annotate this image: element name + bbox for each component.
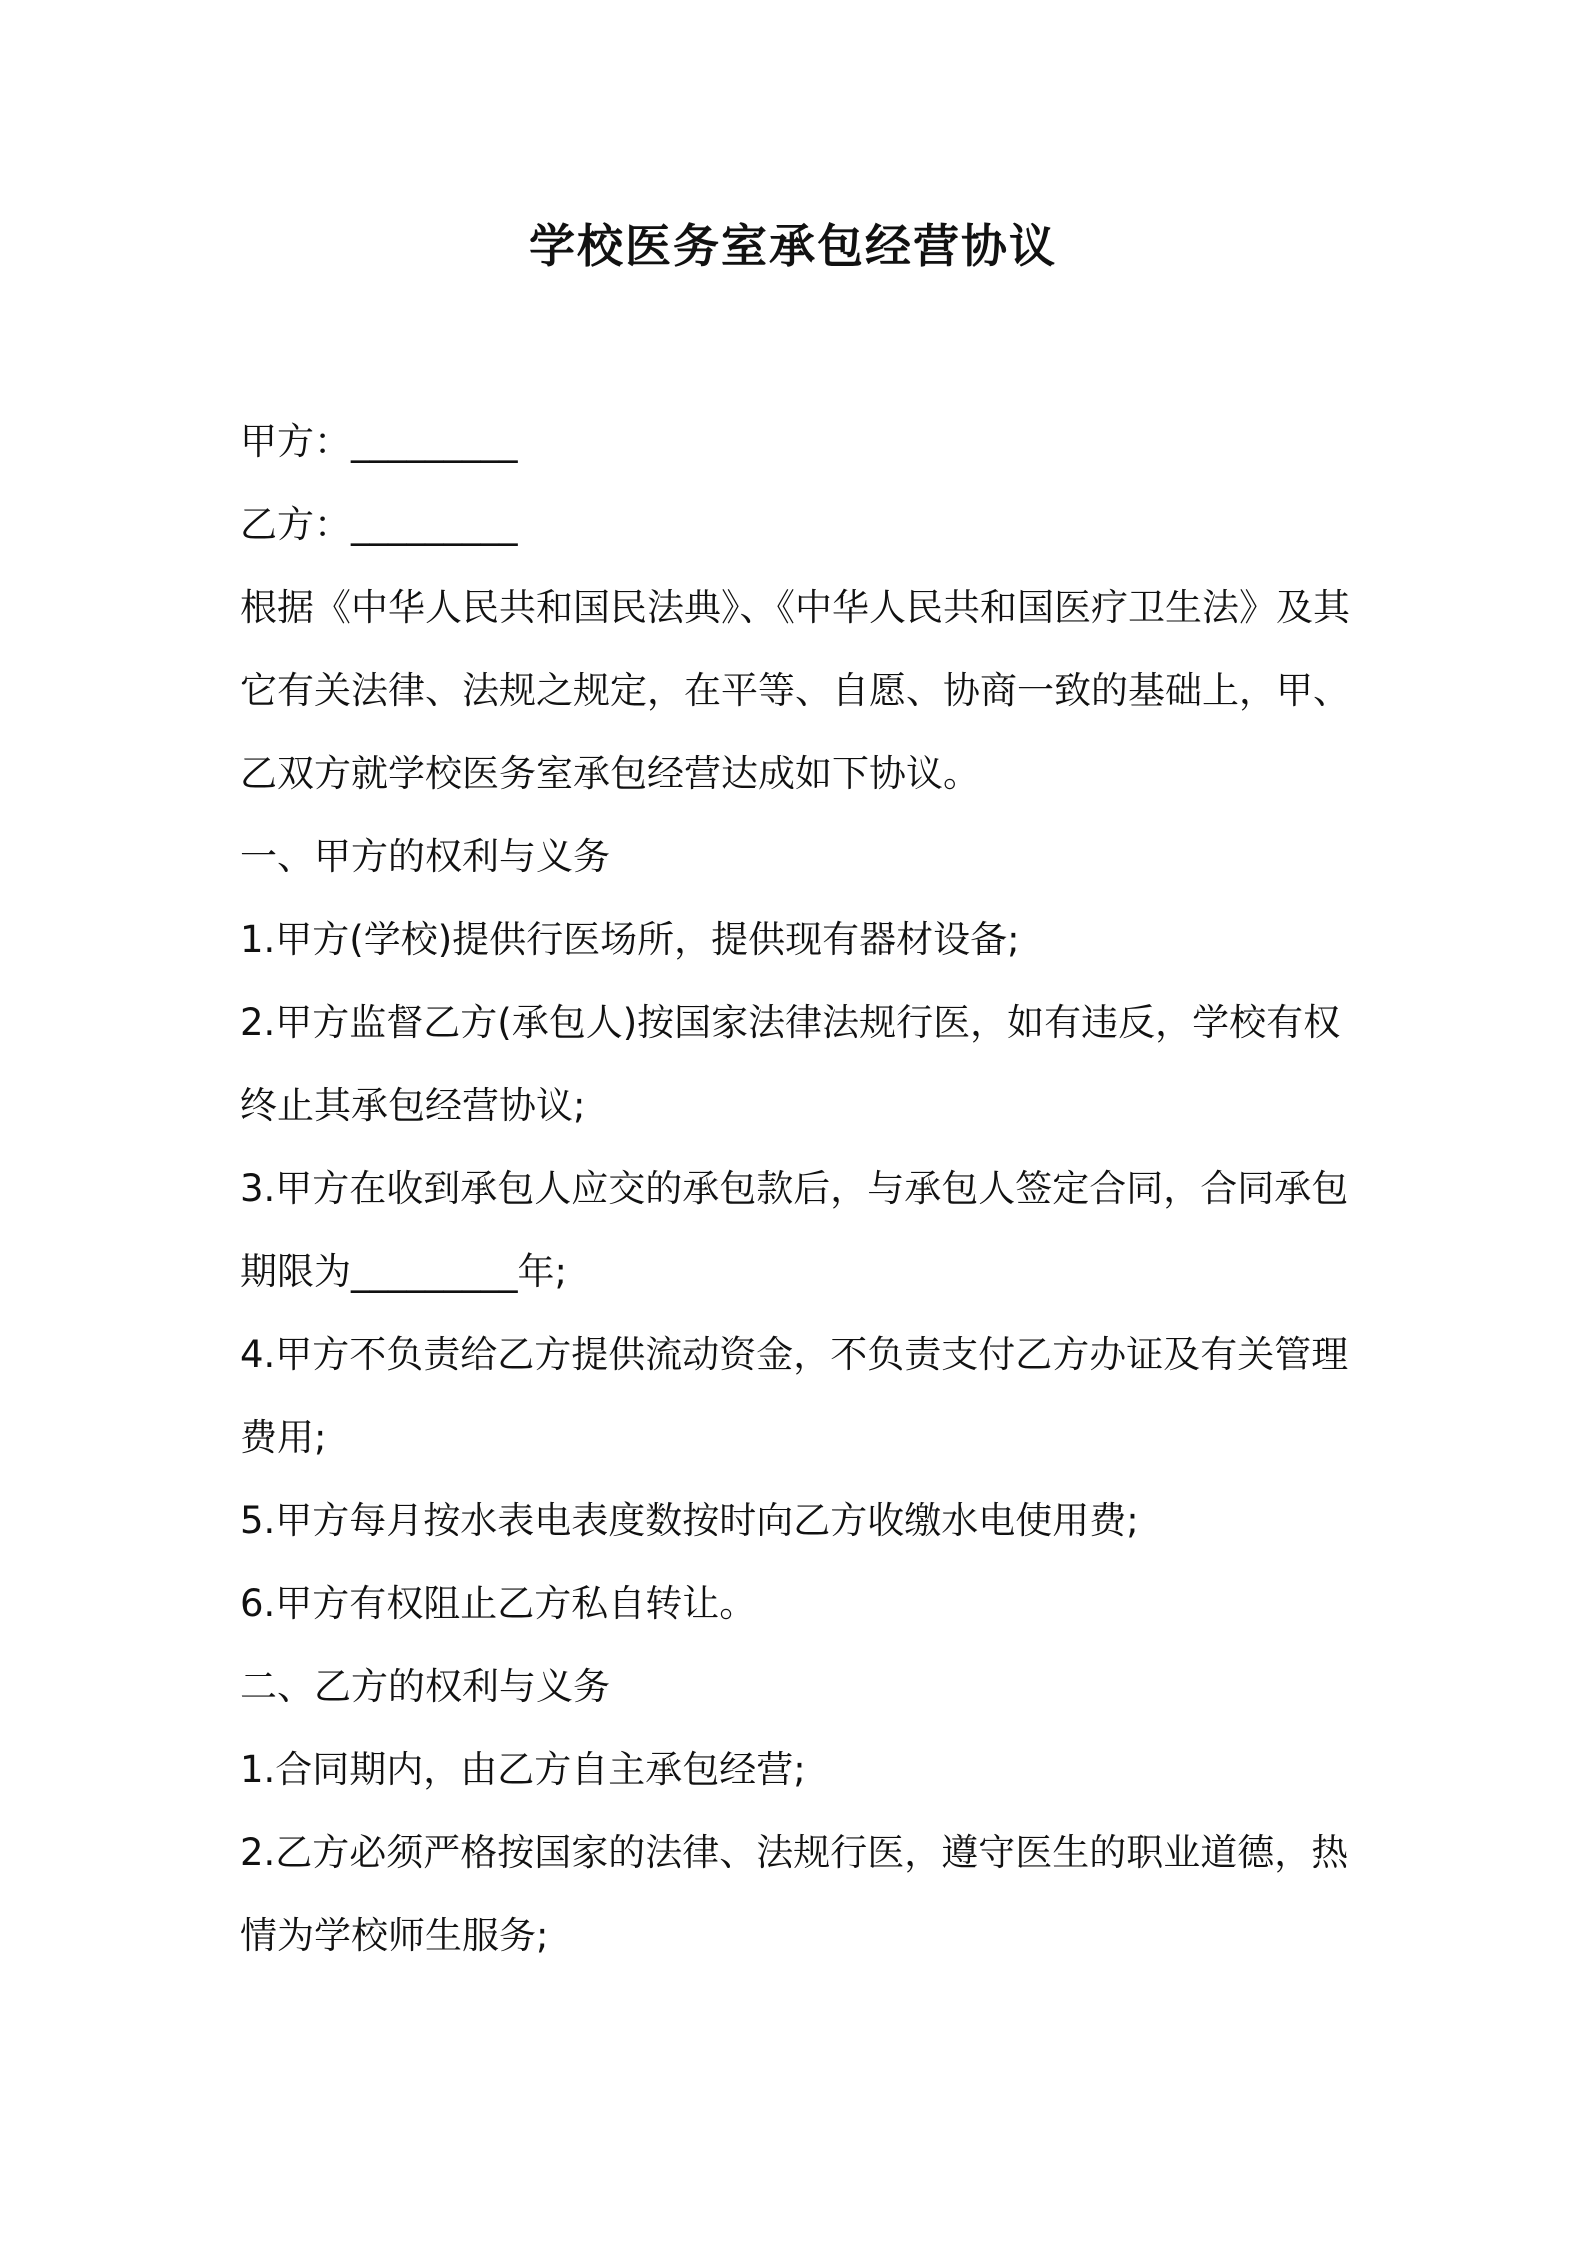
party-a-line: 甲方：_________ <box>240 420 518 463</box>
document-body <box>240 400 1360 1977</box>
clause-line: 6.甲方有权阻止乙方私自转让。 <box>240 1582 757 1625</box>
clause-line: 2.乙方必须严格按国家的法律、法规行医，遵守医生的职业道德，热 <box>240 1831 1349 1874</box>
clause-line: 1.合同期内，由乙方自主承包经营; <box>240 1748 806 1791</box>
section-heading-party-b: 二、乙方的权利与义务 <box>240 1665 610 1708</box>
clause-line: 2.甲方监督乙方(承包人)按国家法律法规行医，如有违反，学校有权 <box>240 1001 1341 1044</box>
clause-line: 终止其承包经营协议; <box>240 1084 586 1127</box>
clause-line: 1.甲方(学校)提供行医场所，提供现有器材设备; <box>240 918 1020 961</box>
document-title: 学校医务室承包经营协议 <box>529 219 1057 273</box>
clause-line: 4.甲方不负责给乙方提供流动资金，不负责支付乙方办证及有关管理 <box>240 1333 1349 1376</box>
clause-line: 3.甲方在收到承包人应交的承包款后，与承包人签定合同，合同承包 <box>240 1167 1349 1210</box>
clause-line: 5.甲方每月按水表电表度数按时向乙方收缴水电使用费; <box>240 1499 1139 1542</box>
section-heading-party-a: 一、甲方的权利与义务 <box>240 835 610 878</box>
clause-line: 期限为_________年; <box>240 1250 567 1293</box>
preamble-line: 它有关法律、法规之规定，在平等、自愿、协商一致的基础上，甲、 <box>240 669 1350 712</box>
preamble-line: 乙双方就学校医务室承包经营达成如下协议。 <box>240 752 980 795</box>
clause-line: 情为学校师生服务; <box>240 1914 549 1957</box>
preamble-line: 根据《中华人民共和国民法典》、《中华人民共和国医疗卫生法》及其 <box>240 586 1350 629</box>
party-b-line: 乙方：_________ <box>240 503 518 546</box>
clause-line: 费用; <box>240 1416 327 1459</box>
